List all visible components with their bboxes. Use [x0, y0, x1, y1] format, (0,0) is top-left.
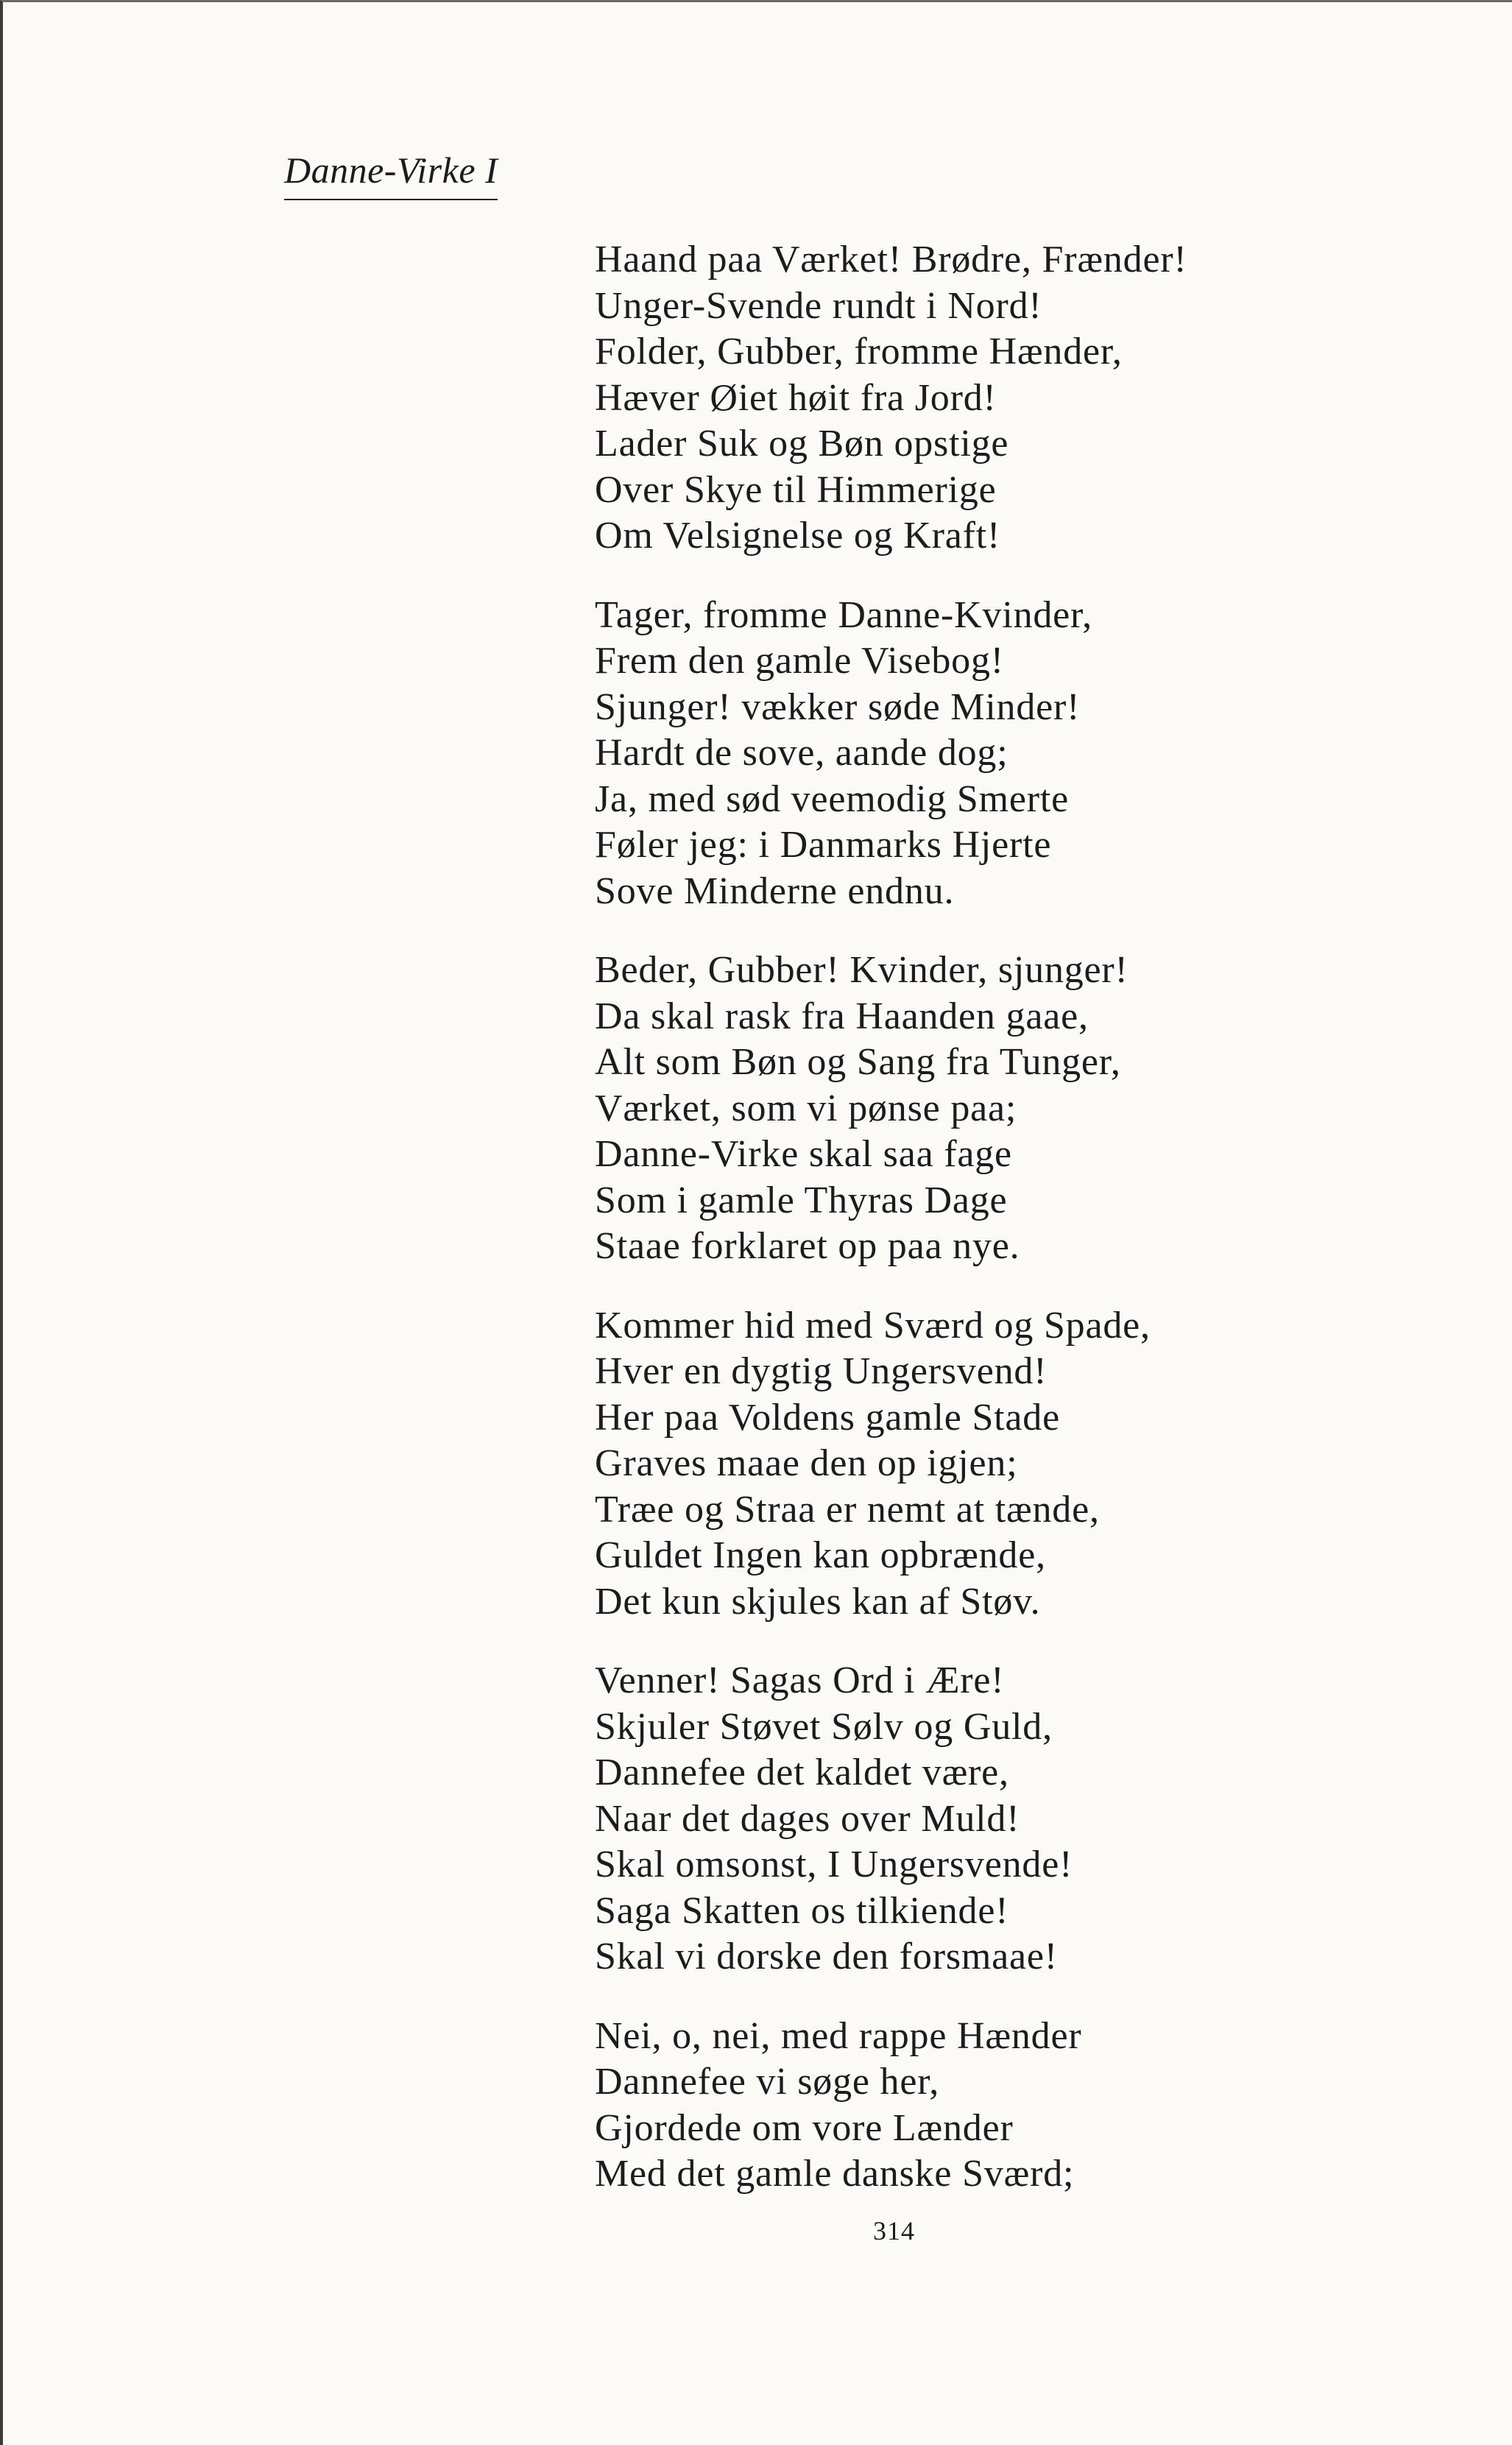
poem-line: Som i gamle Thyras Dage — [595, 1179, 1008, 1221]
poem-line: Folder, Gubber, fromme Hænder, — [595, 331, 1123, 373]
poem-line: Graves maae den op igjen; — [595, 1442, 1018, 1484]
stanza-3 — [595, 948, 1478, 1270]
poem-line: Saga Skatten os tilkiende! — [595, 1889, 1009, 1932]
stanza-6 — [595, 2014, 1478, 2198]
poem-line: Sjunger! vækker søde Minder! — [595, 685, 1081, 728]
poem-line: Da skal rask fra Haanden gaae, — [595, 995, 1089, 1037]
poem — [595, 237, 1478, 2231]
poem-line: Staae forklaret op paa nye. — [595, 1225, 1020, 1267]
poem-line: Beder, Gubber! Kvinder, sjunger! — [595, 949, 1128, 991]
poem-line: Hardt de sove, aande dog; — [595, 732, 1008, 774]
page-number: 314 — [873, 2216, 915, 2245]
poem-line: Lader Suk og Bøn opstige — [595, 423, 1009, 465]
poem-line: Danne-Virke skal saa fage — [595, 1133, 1012, 1175]
poem-line: Om Velsignelse og Kraft! — [595, 515, 1001, 557]
poem-line: Hæver Øiet høit fra Jord! — [595, 376, 997, 419]
poem-line: Kommer hid med Sværd og Spade, — [595, 1304, 1151, 1347]
stanza-2 — [595, 593, 1478, 915]
poem-line: Dannefee det kaldet være, — [595, 1751, 1009, 1793]
stanza-4 — [595, 1303, 1478, 1626]
running-header: Danne-Virke I — [284, 144, 498, 200]
poem-line: Med det gamle danske Sværd; — [595, 2153, 1075, 2195]
poem-line: Sove Minderne endnu. — [595, 869, 955, 912]
poem-line: Frem den gamle Visebog! — [595, 640, 1004, 682]
poem-line: Guldet Ingen kan opbrænde, — [595, 1534, 1046, 1576]
poem-line: Gjordede om vore Lænder — [595, 2106, 1014, 2149]
poem-line: Ja, med sød veemodig Smerte — [595, 777, 1070, 820]
poem-line: Naar det dages over Muld! — [595, 1797, 1020, 1840]
poem-line: Tager, fromme Danne-Kvinder, — [595, 593, 1092, 636]
stanza-1 — [595, 237, 1478, 560]
poem-line: Føler jeg: i Danmarks Hjerte — [595, 824, 1052, 866]
poem-line: Over Skye til Himmerige — [595, 468, 997, 511]
poem-line: Skjuler Støvet Sølv og Guld, — [595, 1705, 1053, 1748]
poem-line: Her paa Voldens gamle Stade — [595, 1396, 1060, 1439]
poem-line: Hver en dygtig Ungersvend! — [595, 1350, 1048, 1392]
poem-line: Nei, o, nei, med rappe Hænder — [595, 2014, 1082, 2057]
poem-line: Det kun skjules kan af Støv. — [595, 1580, 1041, 1623]
poem-line: Skal vi dorske den forsmaae! — [595, 1936, 1058, 1977]
poem-line: Værket, som vi pønse paa; — [595, 1087, 1017, 1129]
poem-line: Venner! Sagas Ord i Ære! — [595, 1659, 1005, 1701]
poem-line: Unger-Svende rundt i Nord! — [595, 284, 1042, 327]
poem-line: Alt som Bøn og Sang fra Tunger, — [595, 1041, 1121, 1083]
poem-line: Dannefee vi søge her, — [595, 2061, 940, 2103]
poem-line: Haand paa Værket! Brødre, Frænder! — [595, 239, 1187, 281]
poem-line: Træe og Straa er nemt at tænde, — [595, 1488, 1100, 1531]
poem-line: Skal omsonst, I Ungersvende! — [595, 1844, 1073, 1885]
stanza-5 — [595, 1658, 1478, 1980]
